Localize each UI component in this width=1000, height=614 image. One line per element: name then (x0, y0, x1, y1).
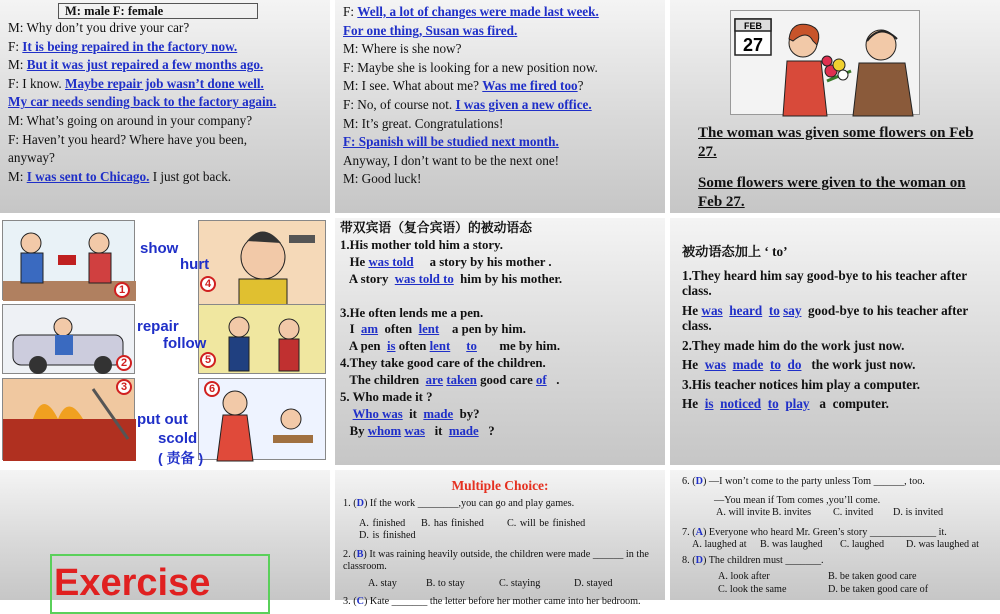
verb-show: show (140, 240, 179, 257)
question-2: 2.They made him do the work just now. (682, 337, 905, 353)
question-2: 2. (B) It was raining heavily outside, the children were made ______ in the classroom. (343, 548, 649, 572)
dialogue-line: M: It’s great. Congratulations! (343, 115, 504, 131)
question-3: 3. (C) Kate _______ the letter before her mother came into her bedroom. (343, 596, 641, 607)
picture-hurt (198, 220, 326, 310)
slide-multiple-choice-2[interactable] (670, 470, 1000, 600)
passive-examples (340, 220, 562, 440)
example-line (340, 288, 562, 305)
picture-put-out (2, 378, 135, 460)
question-7-options: A. laughed at B. was laughed C. laughed D. was laughed at (692, 539, 979, 550)
dialogue-line: F: No, of course not. I was given a new office. (343, 96, 592, 112)
question-1-options: A. finished B. has finished C. will be finishedD. is finished (359, 517, 586, 541)
dialogue-line: M: What’s going on around in your company? (8, 112, 253, 128)
dialogue-line: M: I was sent to Chicago. I just got back. (8, 168, 232, 184)
example-line: The children are taken good care of . (340, 373, 560, 388)
sentence-passive: Some flowers were given to the woman on Feb 27. (698, 175, 966, 210)
picture-number: 4 (200, 276, 216, 292)
dialogue-line: For one thing, Susan was fired. (343, 22, 518, 38)
sentence-active: The woman was given some flowers on Feb 27. (698, 125, 974, 160)
picture-follow (198, 304, 326, 374)
slide-heading: 被动语态加上 ‘ to’ (682, 244, 788, 259)
question-7: 7. (A) Everyone who heard Mr. Green’s story _____________ it. (682, 526, 947, 538)
question-6-options: A. will invite B. invites C. invited D. is invited (716, 507, 944, 518)
verb-scold-gloss: ( 责备 ) (158, 450, 204, 466)
question-6: 6. (D) —I won’t come to the party unless Tom ______, too. (682, 476, 925, 487)
question-1: 1. (D) If the work ________,you can go and play games. (343, 498, 575, 509)
slide-multiple-choice-1[interactable] (335, 470, 665, 607)
dialogue-line: F: Spanish will be studied next month. (343, 134, 559, 150)
example-line: 1.His mother told him a story. (340, 237, 503, 252)
verb-scold: scold (158, 430, 198, 447)
question-2-options: A. stay B. to stay C. staying D. stayed (368, 577, 613, 589)
picture-number: 6 (204, 381, 220, 397)
slide-flowers[interactable] (670, 0, 1000, 213)
verb-follow: follow (163, 335, 207, 352)
dialogue-line: M: Where is she now? (343, 41, 462, 57)
dialogue-line: F: Well, a lot of changes were made last week. (343, 4, 599, 19)
answer-1: He was heard to say good-bye to his teacher after class. (682, 302, 972, 333)
picture-number: 2 (116, 355, 132, 371)
dialogue-line: F: Maybe she is looking for a new position now. (343, 59, 598, 75)
example-line: A pen is often lent to me by him. (340, 339, 561, 354)
dialogue-line: F: It is being repaired in the factory now. (8, 38, 238, 54)
dialogue-text (8, 3, 276, 186)
dialogue-line: M: I see. What about me? Was me fired too? (343, 78, 584, 94)
picture-number: 5 (200, 352, 216, 368)
dialogue-line: M: But it was just repaired a few months ago. (8, 57, 264, 73)
slide-dialogue-2[interactable] (335, 0, 665, 213)
picture-number: 3 (116, 379, 132, 395)
slide-double-object-passive[interactable] (335, 218, 665, 465)
exercise-title: Exercise (54, 562, 211, 604)
question-3: 3.His teacher notices him play a computer. (682, 376, 921, 392)
dialogue-line: F: Haven’t you heard? Where have you been, (8, 131, 247, 147)
example-line: 带双宾语（复合宾语）的被动语态 (340, 221, 532, 235)
example-line: Who was it made by? (352, 406, 480, 421)
dialogue-line: F: I know. Maybe repair job wasn’t done well. (8, 75, 264, 91)
multiple-choice-title: Multiple Choice: (451, 478, 549, 493)
calendar-month: FEB (744, 21, 762, 31)
slide-dialogue-1[interactable] (0, 0, 330, 213)
example-line: A story was told to him by his mother. (340, 271, 563, 286)
slide-verbs-pictures[interactable] (0, 218, 330, 465)
calendar-day: 27 (742, 35, 764, 55)
slide-passive-with-to[interactable] (670, 218, 1000, 465)
example-line: I am often lent a pen by him. (340, 322, 526, 337)
example-line: 4.They take good care of the children. (340, 356, 546, 371)
dialogue-line: My car needs sending back to the factory again. (8, 94, 277, 110)
example-line: 3.He often lends me a pen. (340, 305, 484, 320)
answer-3: He is noticed to play a computer. (682, 396, 889, 411)
speaker-legend: M: male F: female (58, 3, 258, 19)
question-8: 8. (D) The children must _______. (682, 554, 824, 566)
dialogue-line: M: Good luck! (343, 171, 422, 187)
question-6-reply: —You mean if Tom comes ,you’ll come. (714, 494, 881, 506)
example-line: By whom was it made ? (340, 423, 495, 438)
flowers-illustration (730, 10, 920, 115)
dialogue-line: M: Why don’t you drive your car? (8, 20, 190, 35)
verb-repair: repair (137, 318, 179, 335)
question-1: 1.They heard him say good-bye to his teacher after class. (682, 267, 967, 298)
slide-exercise[interactable] (0, 470, 330, 604)
example-line: He was told a story by his mother . (340, 254, 552, 269)
dialogue-text (343, 3, 599, 189)
question-8-options: A. look after B. be taken good care C. look the same D. be taken good care of (718, 571, 929, 595)
picture-number: 1 (114, 282, 130, 298)
dialogue-line: Anyway, I don’t want to be the next one! (343, 152, 560, 168)
answer-2: He was made to do the work just now. (682, 357, 916, 372)
verb-hurt: hurt (180, 256, 210, 273)
example-line: 5. Who made it ? (340, 390, 433, 405)
dialogue-line: anyway? (8, 150, 55, 166)
verb-put-out: put out (137, 411, 188, 428)
passive-to-examples (682, 244, 990, 416)
